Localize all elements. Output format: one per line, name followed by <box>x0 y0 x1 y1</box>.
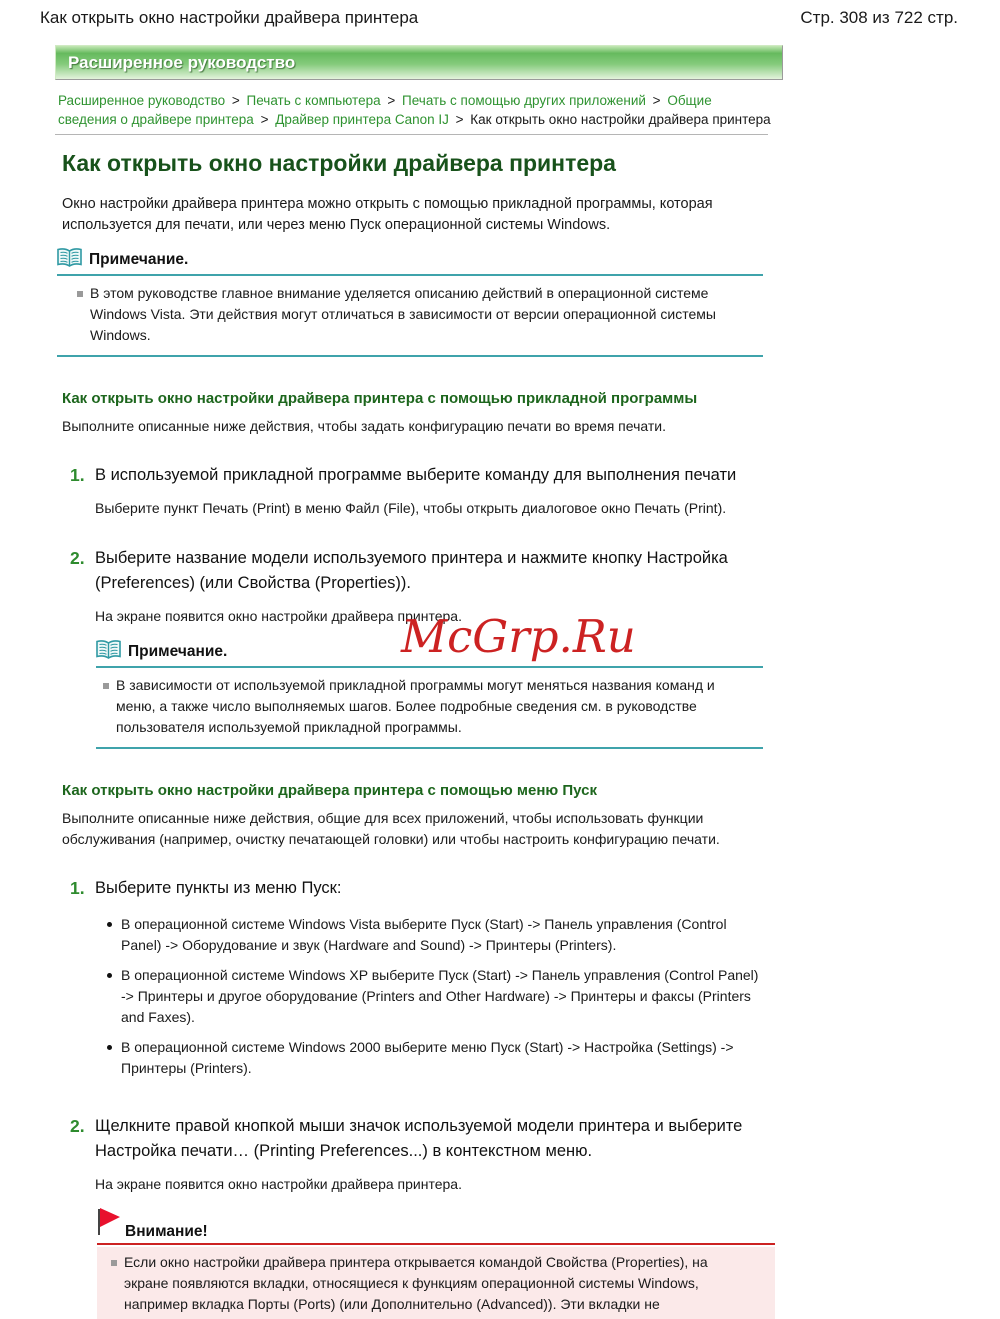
os-options-list <box>95 914 767 1079</box>
page-number-indicator: Стр. 308 из 722 стр. <box>800 8 958 27</box>
note-rule-top <box>57 274 763 276</box>
step-number: 1. <box>70 878 85 898</box>
red-flag-icon <box>97 1207 121 1241</box>
section-intro: Выполните описанные ниже действия, общие для всех приложений, чтобы использовать функции обслуживания (например, очистку печатающей головки) или чтобы настроить конфигурацию печати. <box>62 810 720 847</box>
article-title: Как открыть окно настройки драйвера принтера <box>62 150 616 176</box>
article-intro: Окно настройки драйвера принтера можно открыть с помощью прикладной программы, которая используется для печати, или через меню Пуск операционной системы Windows. <box>62 196 713 233</box>
list-item-windows-xp: В операционной системе Windows XP выберите Пуск (Start) -> Панель управления (Control Panel) -> Принтеры и другое оборудование (Printers and Other Hardware) -> Принтеры и факсы (Printers and Faxes). <box>105 965 763 1028</box>
breadcrumb-link-other-applications[interactable]: Печать с помощью других приложений <box>402 93 646 108</box>
step-detail: Выберите пункт Печать (Print) в меню Файл (File), чтобы открыть диалоговое окно Печать (Print). <box>95 500 727 516</box>
breadcrumb <box>58 91 774 129</box>
open-book-icon <box>57 248 82 272</box>
breadcrumb-link-advanced-guide[interactable]: Расширенное руководство <box>58 93 226 108</box>
breadcrumb-current: Как открыть окно настройки драйвера принтера <box>470 112 771 127</box>
list-item-windows-vista: В операционной системе Windows Vista выберите Пуск (Start) -> Панель управления (Control Panel) -> Оборудование и звук (Hardware and Sound) -> Принтеры (Printers). <box>105 914 763 956</box>
note-item: В зависимости от используемой прикладной программы могут меняться названия команд и меню, а также число выполняемых шагов. Более подробные сведения см. в руководстве пользователя используемой прикладной программы. <box>103 675 756 738</box>
page-header <box>0 0 1000 28</box>
guide-banner <box>55 45 783 80</box>
open-book-icon <box>96 640 121 664</box>
breadcrumb-divider <box>55 134 768 135</box>
step-text: В используемой прикладной программе выберите команду для выполнения печати <box>95 466 737 484</box>
step-2-start-menu <box>70 1114 1000 1319</box>
list-item-windows-2000: В операционной системе Windows 2000 выберите меню Пуск (Start) -> Настройка (Settings) -> Принтеры (Printers). <box>105 1037 763 1079</box>
note-heading: Примечание. <box>128 643 228 660</box>
step-text: Выберите название модели используемого принтера и нажмите кнопку Настройка (Preferences) (или Свойства (Properties)). <box>95 548 728 592</box>
section-intro: Выполните описанные ниже действия, чтобы задать конфигурацию печати во время печати. <box>62 418 666 434</box>
warning-body <box>97 1247 775 1319</box>
note-item: В этом руководстве главное внимание уделяется описанию действий в операционной системе Windows Vista. Эти действия могут отличаться в зависимости от версии операционной системы Windows. <box>77 283 742 346</box>
breadcrumb-link-canon-ij-driver[interactable]: Драйвер принтера Canon IJ <box>275 112 449 127</box>
step-text: Щелкните правой кнопкой мыши значок используемой модели принтера и выберите Настройка печати… (Printing Preferences...) в контекстном меню. <box>95 1117 743 1160</box>
note-heading: Примечание. <box>89 251 189 268</box>
step-number: 2. <box>70 1116 85 1136</box>
warning-heading: Внимание! <box>125 1222 208 1240</box>
breadcrumb-separator: > <box>231 93 240 108</box>
section-heading-start-menu: Как открыть окно настройки драйвера принтера с помощью меню Пуск <box>62 782 597 799</box>
step-1-start-menu <box>70 876 1000 1088</box>
note-rule-bottom <box>96 747 763 749</box>
step-number: 1. <box>70 465 85 485</box>
breadcrumb-separator: > <box>260 112 269 127</box>
site-watermark: McGrp.Ru <box>401 610 636 663</box>
warning-box <box>97 1213 775 1319</box>
step-1-application <box>70 463 1000 520</box>
breadcrumb-separator: > <box>652 93 661 108</box>
warning-rule <box>97 1243 775 1245</box>
step-number: 2. <box>70 547 85 568</box>
breadcrumb-link-printing-from-computer[interactable]: Печать с компьютера <box>246 93 381 108</box>
warning-item: Если окно настройки драйвера принтера открывается командой Свойства (Properties), на экране появляются вкладки, относящиеся к функциям операционной системы Windows, например вкладка Порты (Ports) (или Дополнительно (Advanced)). Эти вкладки не <box>111 1252 754 1315</box>
step-detail: На экране появится окно настройки драйвера принтера. <box>95 607 462 624</box>
note-rule-top <box>96 666 763 668</box>
step-detail: На экране появится окно настройки драйвера принтера. <box>95 1176 462 1192</box>
breadcrumb-separator: > <box>387 93 396 108</box>
breadcrumb-separator: > <box>455 112 464 127</box>
breadcrumb-link-driver-overview[interactable]: Общие сведения о драйвере принтера <box>58 93 712 127</box>
section-heading-application: Как открыть окно настройки драйвера принтера с помощью прикладной программы <box>62 390 698 407</box>
page-header-title: Как открыть окно настройки драйвера принтера <box>40 8 419 27</box>
guide-banner-label: Расширенное руководство <box>68 53 296 72</box>
note-rule-bottom <box>57 355 763 357</box>
note-box <box>57 249 763 357</box>
step-text: Выберите пункты из меню Пуск: <box>95 879 342 897</box>
